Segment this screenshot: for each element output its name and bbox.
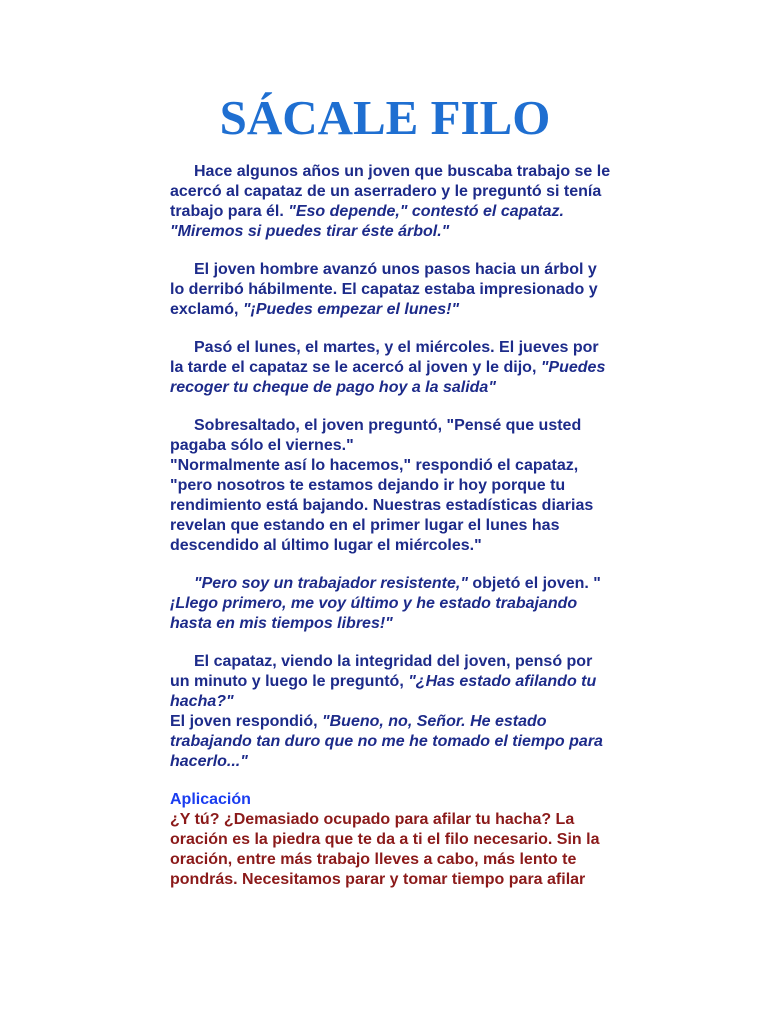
italic-text-run: ¡Llego primero, me voy último y he estado trabajando: [170, 595, 578, 612]
application-text: [170, 810, 640, 890]
text-run: "Normalmente así lo hacemos," respondió el capataz,: [170, 457, 579, 474]
story-paragraph: [170, 652, 640, 772]
text-run: trabajo para él.: [170, 203, 289, 220]
text-run: exclamó,: [170, 301, 243, 318]
text-run: la tarde el capataz se le acercó al joven y le dijo,: [170, 359, 541, 376]
text-line: [170, 162, 640, 182]
story-paragraph: [170, 338, 640, 398]
text-line: [170, 476, 640, 496]
application-section: [170, 790, 640, 890]
text-line: [170, 516, 640, 536]
text-run: El joven hombre avanzó unos pasos hacia un árbol y: [194, 261, 597, 278]
text-line: [170, 456, 640, 476]
italic-text-run: "Eso depende," contestó el capataz.: [288, 203, 564, 220]
text-line: [170, 712, 640, 732]
story-body: [170, 162, 640, 890]
italic-text-run: trabajando tan duro que no me he tomado el tiempo para: [170, 733, 603, 750]
italic-text-run: "¿Has estado afilando tu: [408, 673, 597, 690]
text-line: [170, 222, 640, 242]
italic-text-run: "¡Puedes empezar el lunes!": [242, 301, 460, 318]
italic-text-run: "Miremos si puedes tirar éste árbol.": [170, 223, 450, 240]
text-line: [170, 652, 640, 672]
text-run: lo derribó hábilmente. El capataz estaba impresionado y: [170, 281, 598, 298]
text-run: un minuto y luego le preguntó,: [170, 673, 409, 690]
text-run: objetó el joven. ": [467, 575, 601, 592]
italic-text-run: "Pero soy un trabajador resistente,": [194, 575, 468, 592]
text-line: [170, 574, 640, 594]
text-line: [170, 202, 640, 222]
italic-text-run: "Puedes: [540, 359, 606, 376]
text-run: El capataz, viendo la integridad del joven, pensó por: [194, 653, 593, 670]
application-line: ¿Y tú? ¿Demasiado ocupado para afilar tu hacha? La: [170, 811, 575, 828]
text-line: [170, 594, 640, 614]
text-run: acercó al capataz de un aserradero y le preguntó si tenía: [170, 183, 602, 200]
text-line: [170, 436, 640, 456]
text-line: [170, 378, 640, 398]
text-run: Pasó el lunes, el martes, y el miércoles. El jueves por: [194, 339, 599, 356]
text-run: Hace algunos años un joven que buscaba trabajo se le: [194, 163, 611, 180]
story-paragraph: [170, 416, 640, 556]
application-line: pondrás. Necesitamos parar y tomar tiempo para afilar: [170, 871, 586, 888]
italic-text-run: hacha?": [170, 693, 234, 710]
text-line: [170, 416, 640, 436]
text-line: [170, 358, 640, 378]
text-line: [170, 496, 640, 516]
page-title: SÁCALE FILO: [219, 90, 551, 145]
text-line: [170, 280, 640, 300]
application-line: oración es la piedra que te da a ti el filo necesario. Sin la: [170, 831, 600, 848]
story-paragraphs: [170, 162, 640, 772]
text-run: revelan que estando en el primer lugar el lunes has: [170, 517, 560, 534]
italic-text-run: recoger tu cheque de pago hoy a la salida": [170, 379, 496, 396]
text-line: [170, 672, 640, 692]
text-line: [170, 338, 640, 358]
italic-text-run: hacerlo...": [170, 753, 248, 770]
story-paragraph: [170, 574, 640, 634]
text-line: [170, 536, 640, 556]
text-line: [170, 260, 640, 280]
italic-text-run: "Bueno, no, Señor. He estado: [322, 713, 547, 730]
application-line: oración, entre más trabajo lleves a cabo, más lento te: [170, 851, 577, 868]
italic-text-run: hasta en mis tiempos libres!": [170, 615, 393, 632]
text-line: [170, 614, 640, 634]
text-run: descendido al último lugar el miércoles.": [170, 537, 482, 554]
text-run: El joven respondió,: [170, 713, 323, 730]
story-paragraph: [170, 162, 640, 242]
text-line: [170, 752, 640, 772]
text-line: [170, 732, 640, 752]
application-heading: Aplicación: [170, 791, 251, 808]
text-run: pagaba sólo el viernes.": [170, 437, 354, 454]
text-line: [170, 182, 640, 202]
text-run: rendimiento está bajando. Nuestras estadísticas diarias: [170, 497, 594, 514]
text-line: [170, 300, 640, 320]
text-line: [170, 692, 640, 712]
text-run: Sobresaltado, el joven preguntó, "Pensé que usted: [194, 417, 582, 434]
story-paragraph: [170, 260, 640, 320]
text-run: "pero nosotros te estamos dejando ir hoy porque tu: [170, 477, 566, 494]
